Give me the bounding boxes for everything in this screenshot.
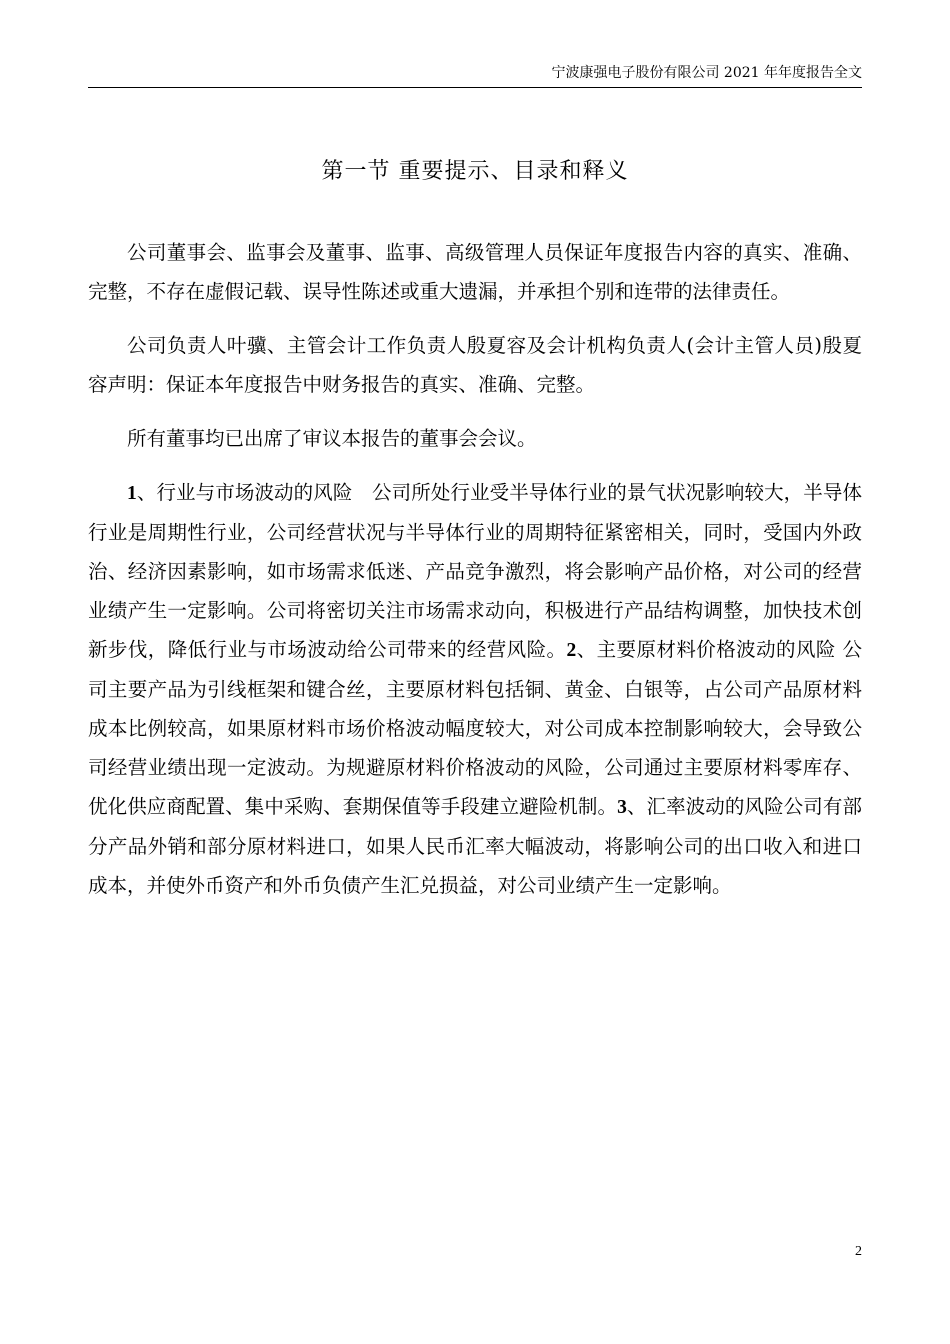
report-header-title: 宁波康强电子股份有限公司 2021 年年度报告全文 — [551, 65, 862, 81]
risk-2-number: 2 — [566, 640, 577, 661]
document-body — [88, 233, 862, 905]
header-divider — [88, 87, 862, 88]
paragraph-board-statement: 公司董事会、监事会及董事、监事、高级管理人员保证年度报告内容的真实、准确、完整，不存在虚假记载、误导性陈述或重大遗漏，并承担个别和连带的法律责任。 — [88, 241, 862, 303]
risk-1-number: 1 — [127, 483, 137, 504]
risk-3-number: 3 — [617, 797, 627, 818]
paragraph-directors-attendance: 所有董事均已出席了审议本报告的董事会会议。 — [127, 427, 537, 450]
section-title: 第一节 重要提示、目录和释义 — [321, 159, 629, 184]
paragraph-risks — [88, 473, 862, 905]
page-number: 2 — [855, 1244, 862, 1259]
risk-1-text: 、行业与市场波动的风险 公司所处行业受半导体行业的景气状况影响较大，半导体行业是周期性行业，公司经营状况与半导体行业的周期特征紧密相关，同时，受国内外政治、经济因素影响，如市场需求低迷、产品竞争激烈，将会影响产品价格，对公司的经营业绩产生一定影响。公司将密切关注市场需求动向，积极进行产品结构调整，加快技术创新步伐，降低行业与市场波动给公司带来的经营风险。 — [88, 481, 862, 661]
paragraph-responsible-persons: 公司负责人叶骥、主管会计工作负责人殷夏容及会计机构负责人(会计主管人员)殷夏容声明：保证本年度报告中财务报告的真实、准确、完整。 — [88, 334, 862, 396]
risk-2-text: 、主要原材料价格波动的风险 公司主要产品为引线框架和键合丝，主要原材料包括铜、黄金、白银等，占公司产品原材料成本比例较高，如果原材料市场价格波动幅度较大，对公司成本控制影响较大，会导致公司经营业绩出现一定波动。为规避原材料价格波动的风险，公司通过主要原材料零库存、优化供应商配置、集中采购、套期保值等手段建立避险机制。 — [88, 638, 862, 818]
risk-3-text: 、汇率波动的风险公司有部分产品外销和部分原材料进口，如果人民币汇率大幅波动，将影响公司的出口收入和进口成本，并使外币资产和外币负债产生汇兑损益，对公司业绩产生一定影响。 — [88, 795, 862, 897]
